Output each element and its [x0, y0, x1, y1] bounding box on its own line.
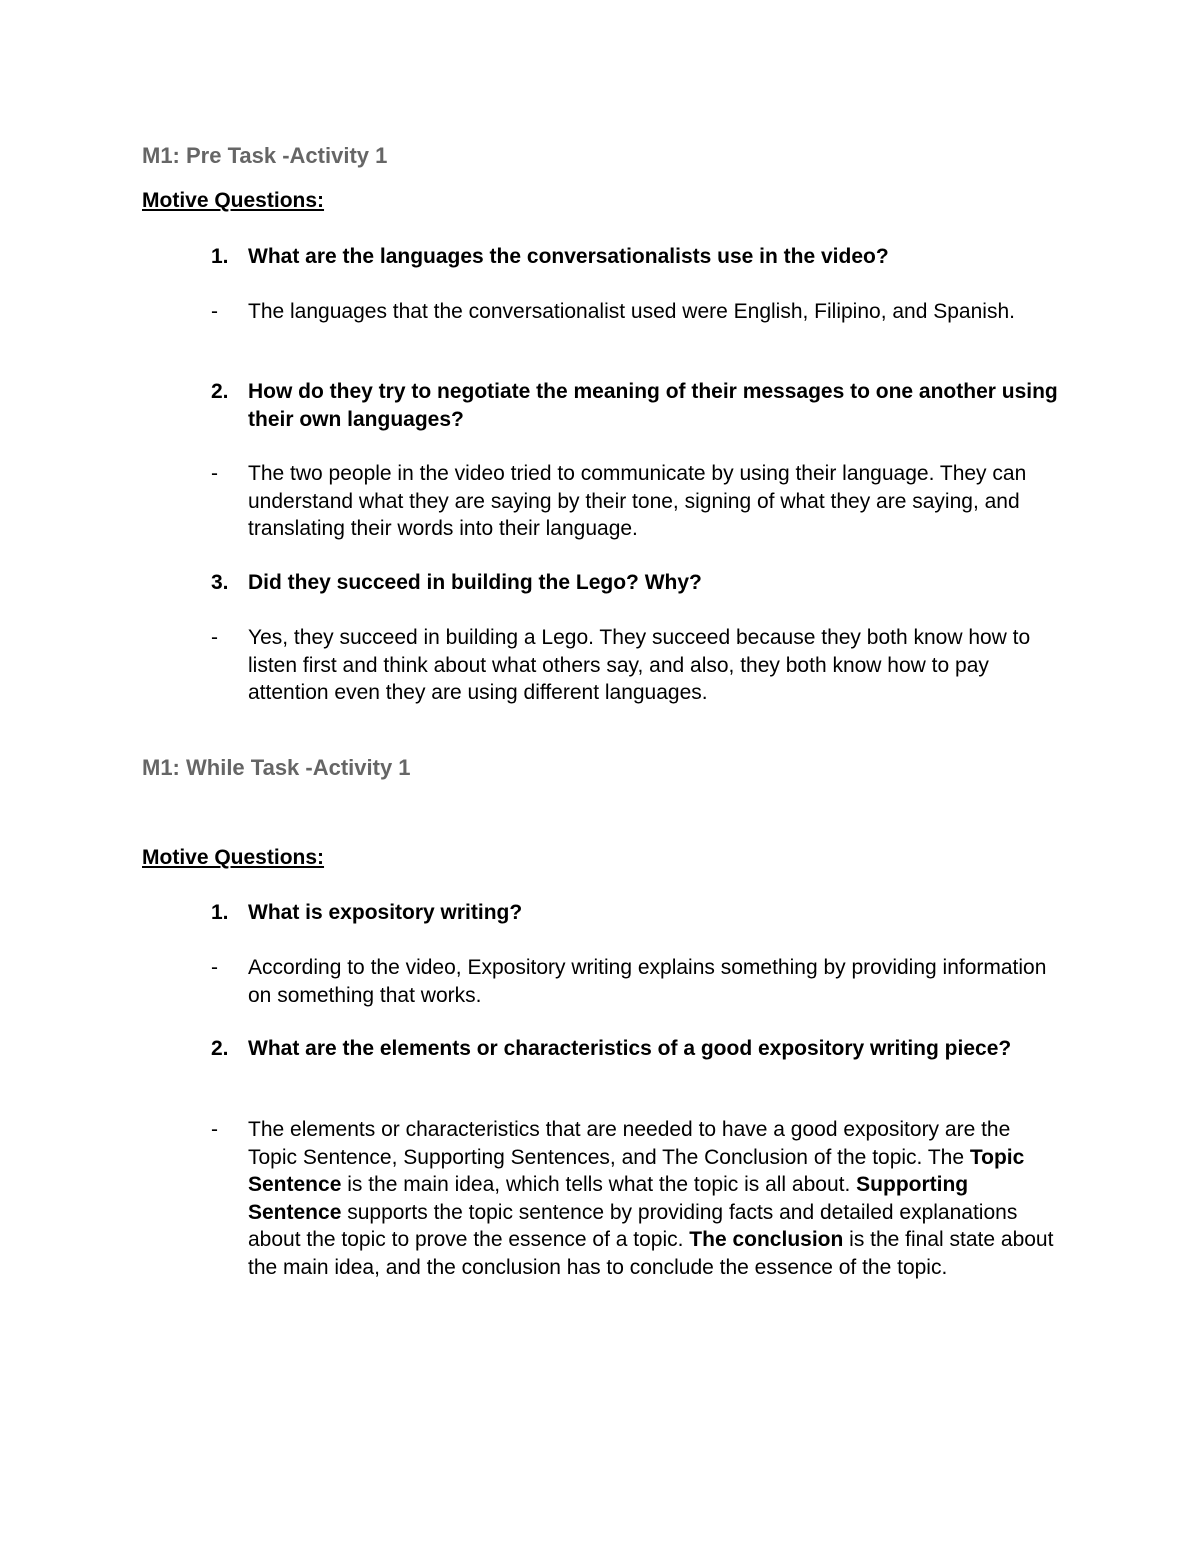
question-text: What is expository writing? [248, 901, 523, 924]
question-number: 2. [211, 1037, 229, 1060]
question-item [211, 569, 1061, 597]
bullet-dash: - [211, 462, 218, 485]
question-text: How do they try to negotiate the meaning of their messages to one another using their own languages? [248, 380, 1058, 431]
bold-term-conclusion: The conclusion [689, 1228, 844, 1251]
bold-term-topic-sentence: Topic Sentence [248, 1145, 1025, 1196]
question-item [211, 1035, 1061, 1063]
answer-item [211, 1116, 1061, 1281]
answer-item [211, 624, 1061, 707]
bullet-dash: - [211, 956, 218, 979]
question-text: What are the languages the conversationalists use in the video? [248, 245, 889, 268]
answer-text-part: is the main idea, which tells what the topic is all about. [341, 1173, 857, 1196]
answer-text-part: The elements or characteristics that are needed to have a good expository are the Topic Sentence, Supporting Sentences, and The Conclusion of the topic. The [248, 1118, 1011, 1169]
question-item [211, 378, 1061, 434]
answer-item [211, 954, 1061, 1009]
bold-term-supporting-sentence: Supporting Sentence [248, 1173, 969, 1224]
question-number: 3. [211, 571, 229, 594]
answer-text: The languages that the conversationalist used were English, Filipino, and Spanish. [248, 300, 1015, 323]
question-number: 1. [211, 245, 229, 268]
question-number: 1. [211, 901, 229, 924]
section-title-pre-task: M1: Pre Task -Activity 1 [142, 143, 388, 168]
question-item [211, 899, 1061, 927]
question-text: Did they succeed in building the Lego? Why? [248, 571, 702, 594]
answer-text-part: supports the topic sentence by providing facts and detailed explanations about the topic to prove the essence of a topic. [248, 1200, 1018, 1251]
motive-questions-label: Motive Questions: [142, 189, 325, 212]
motive-questions-label: Motive Questions: [142, 846, 325, 869]
question-number: 2. [211, 380, 229, 403]
section-title-while-task: M1: While Task -Activity 1 [142, 755, 411, 780]
question-item [211, 243, 1061, 271]
answer-text-part: is the final state about the main idea, and the conclusion has to conclude the essence of the topic. [248, 1228, 1054, 1279]
answer-item [211, 460, 1061, 543]
bullet-dash: - [211, 626, 218, 649]
answer-text: Yes, they succeed in building a Lego. They succeed because they both know how to listen first and think about what others say, and also, they both know how to pay attention even they are using different languages. [248, 626, 1031, 704]
question-text: What are the elements or characteristics of a good expository writing piece? [248, 1037, 1012, 1060]
answer-text: According to the video, Expository writing explains something by providing information on something that works. [248, 956, 1047, 1007]
answer-item [211, 298, 1061, 326]
bullet-dash: - [211, 1118, 218, 1141]
answer-text: The two people in the video tried to communicate by using their language. They can understand what they are saying by their tone, signing of what they are saying, and translating their words into their language. [248, 462, 1027, 540]
bullet-dash: - [211, 300, 218, 323]
answer-text [248, 1116, 1061, 1281]
